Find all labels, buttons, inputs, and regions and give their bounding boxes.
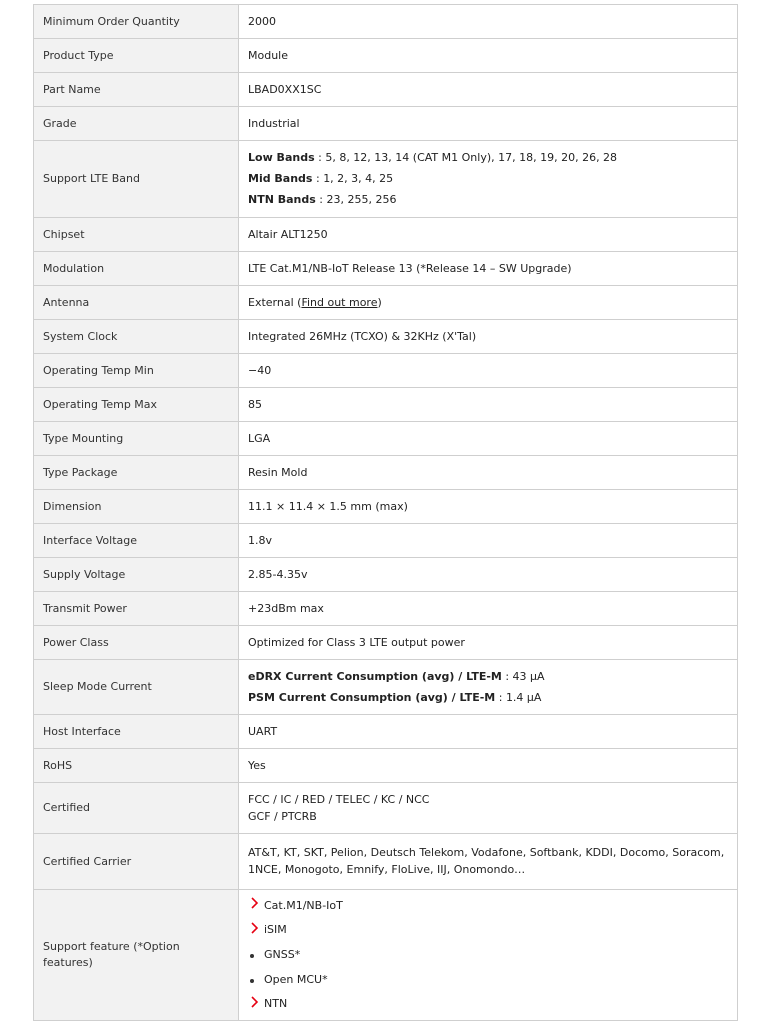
row-label: Transmit Power — [34, 592, 239, 626]
row-label: Sleep Mode Current — [34, 660, 239, 715]
sleep-sep: : — [495, 690, 506, 704]
row-label: Certified — [34, 783, 239, 834]
row-label: Type Package — [34, 456, 239, 490]
row-value: LBAD0XX1SC — [239, 73, 738, 107]
table-row — [34, 592, 738, 626]
sleep-text: 43 μA — [512, 669, 545, 683]
table-row — [34, 626, 738, 660]
row-value: 85 — [239, 388, 738, 422]
row-label: Chipset — [34, 218, 239, 252]
band-text: 5, 8, 12, 13, 14 (CAT M1 Only), 17, 18, 19, 20, 26, 28 — [325, 151, 618, 164]
row-value — [239, 890, 738, 1021]
feature-label: GNSS* — [264, 948, 301, 961]
band-text: 23, 255, 256 — [326, 193, 397, 206]
band-line — [248, 150, 728, 166]
row-value: Optimized for Class 3 LTE output power — [239, 626, 738, 660]
table-row — [34, 834, 738, 890]
chevron-right-icon — [248, 922, 264, 939]
certified-line: GCF / PTCRB — [248, 809, 317, 823]
feature-label: iSIM — [264, 923, 287, 937]
row-value: Industrial — [239, 107, 738, 141]
row-label: Power Class — [34, 626, 239, 660]
row-value: +23dBm max — [239, 592, 738, 626]
table-row — [34, 218, 738, 252]
sleep-line — [248, 690, 728, 706]
row-value: LTE Cat.M1/NB-IoT Release 13 (*Release 14 – SW Upgrade) — [239, 252, 738, 286]
row-value: 2000 — [239, 5, 738, 39]
row-value — [239, 783, 738, 834]
sleep-key: eDRX Current Consumption (avg) / LTE-M — [248, 669, 502, 683]
band-line — [248, 171, 728, 187]
row-value: Yes — [239, 749, 738, 783]
table-row — [34, 320, 738, 354]
row-value: UART — [239, 715, 738, 749]
row-value: LGA — [239, 422, 738, 456]
feature-label: Open MCU* — [264, 972, 328, 986]
row-label: Product Type — [34, 39, 239, 73]
row-label: Minimum Order Quantity — [34, 5, 239, 39]
table-row — [34, 558, 738, 592]
table-row — [34, 388, 738, 422]
row-value: 2.85-4.35v — [239, 558, 738, 592]
band-key: Mid Bands — [248, 172, 313, 185]
row-value: 1.8v — [239, 524, 738, 558]
spec-table — [33, 4, 738, 1021]
table-row — [34, 749, 738, 783]
band-text: 1, 2, 3, 4, 25 — [323, 172, 394, 185]
carrier-line: 1NCE, Monogoto, Emnify, FloLive, IIJ, Onomondo… — [248, 863, 526, 876]
table-row — [34, 141, 738, 218]
find-out-more-link[interactable]: Find out more — [301, 295, 378, 309]
bullet-icon — [248, 972, 264, 988]
antenna-value: External ( — [248, 295, 302, 309]
certified-line: FCC / IC / RED / TELEC / KC / NCC — [248, 792, 430, 806]
row-label: Operating Temp Max — [34, 388, 239, 422]
row-label: Part Name — [34, 73, 239, 107]
bullet-icon — [248, 947, 264, 963]
table-row — [34, 252, 738, 286]
row-label: System Clock — [34, 320, 239, 354]
row-value: Integrated 26MHz (TCXO) & 32KHz (X'Tal) — [239, 320, 738, 354]
carrier-line: AT&T, KT, SKT, Pelion, Deutsch Telekom, Vodafone, Softbank, KDDI, Docomo, Soracom, — [248, 846, 725, 859]
row-value — [239, 660, 738, 715]
band-sep: : — [314, 151, 326, 164]
row-label: Antenna — [34, 286, 239, 320]
row-value — [239, 286, 738, 320]
table-row — [34, 456, 738, 490]
chevron-right-icon — [248, 897, 264, 914]
list-item — [248, 918, 728, 943]
row-value: −40 — [239, 354, 738, 388]
list-item — [248, 967, 728, 992]
row-value: Resin Mold — [239, 456, 738, 490]
feature-label: Cat.M1/NB-IoT — [264, 898, 343, 912]
table-row — [34, 354, 738, 388]
row-label: Modulation — [34, 252, 239, 286]
band-sep: : — [315, 193, 327, 206]
sleep-text: 1.4 μA — [505, 690, 542, 704]
table-row — [34, 286, 738, 320]
band-key: NTN Bands — [248, 193, 316, 206]
band-line — [248, 192, 728, 208]
table-row — [34, 660, 738, 715]
row-label: RoHS — [34, 749, 239, 783]
table-row — [34, 715, 738, 749]
list-item — [248, 943, 728, 968]
list-item — [248, 894, 728, 919]
feature-label: NTN — [264, 997, 288, 1011]
row-value: 11.1 × 11.4 × 1.5 mm (max) — [239, 490, 738, 524]
row-label: Support LTE Band — [34, 141, 239, 218]
sleep-line — [248, 669, 728, 685]
table-row — [34, 422, 738, 456]
antenna-close: ) — [377, 295, 382, 309]
table-row — [34, 524, 738, 558]
row-label: Support feature (*Option features) — [34, 890, 239, 1021]
row-label: Type Mounting — [34, 422, 239, 456]
table-row — [34, 490, 738, 524]
list-item — [248, 992, 728, 1017]
table-row — [34, 39, 738, 73]
table-row — [34, 890, 738, 1021]
feature-list — [248, 894, 728, 1017]
sleep-sep: : — [501, 669, 513, 683]
row-label: Host Interface — [34, 715, 239, 749]
chevron-right-icon — [248, 996, 264, 1013]
row-value: Module — [239, 39, 738, 73]
table-row — [34, 783, 738, 834]
band-sep: : — [312, 172, 324, 185]
row-value — [239, 834, 738, 890]
table-row — [34, 5, 738, 39]
row-label: Grade — [34, 107, 239, 141]
row-label: Certified Carrier — [34, 834, 239, 890]
row-label: Interface Voltage — [34, 524, 239, 558]
band-key: Low Bands — [248, 151, 315, 164]
table-row — [34, 107, 738, 141]
row-label: Supply Voltage — [34, 558, 239, 592]
row-value: Altair ALT1250 — [239, 218, 738, 252]
sleep-key: PSM Current Consumption (avg) / LTE-M — [248, 690, 496, 704]
table-row — [34, 73, 738, 107]
row-label: Dimension — [34, 490, 239, 524]
row-value — [239, 141, 738, 218]
row-label: Operating Temp Min — [34, 354, 239, 388]
